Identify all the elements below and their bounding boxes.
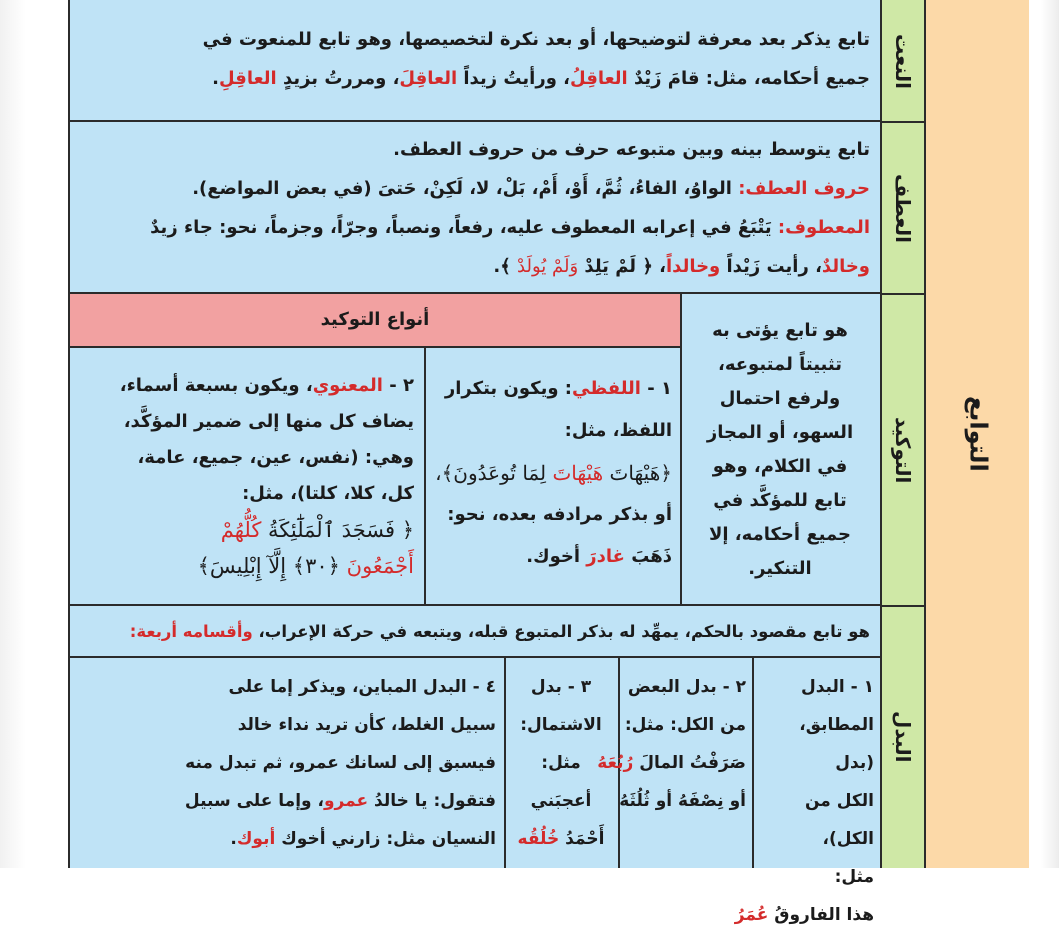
tawkeed-manawi: ٢ - المعنوي، ويكون بسبعة أسماء، يضاف كل منها إلى ضمير المؤكَّد، وهي: (نفس، عين، جميع، عامة، كل، كلا، كلتا)، مثل: ﴿ فَسَجَدَ ٱلْمَلَٰٓئِكَةُ كُلُّهُمْ أَجْمَعُونَ ﴿٣٠﴾ إِلَّآ إِبْلِيسَ﴾ <box>119 375 414 578</box>
tawabi-table <box>68 0 1029 925</box>
badal-type-1: ١ - البدل المطابق، (بدل الكل من الكل)، مثل: هذا الفاروقُ عُمَرُ <box>752 658 880 868</box>
atf-line-3: المعطوف: يَتْبَعُ في إعرابه المعطوف عليه، رفعاً، ونصباً، وجرّاً، وجزماً، نحو: جاء زيدٌ <box>150 217 870 238</box>
tawkeed-lafzi: ١ - اللفظي: ويكون بتكرار اللفظ، مثل: ﴿هَيْهَاتَ هَيْهَاتَ لِمَا تُوعَدُونَ﴾، أو بذكر مرادفه بعده، نحو: ذَهَبَ غادرَ أخوك. <box>435 378 672 567</box>
tawkeed-definition: هو تابع يؤتى به تثبيتاً لمتبوعه، ولرفع احتمال السهو، أو المجاز في الكلام، وهو تابع للمؤكَّد في جميع أحكامه، إلا التنكير. <box>706 320 854 579</box>
badal-intro-cell <box>68 606 880 658</box>
badal-label: البدل <box>891 711 915 763</box>
tawkeed-types-header-text: أنواع التوكيد <box>320 309 430 330</box>
badal-type-2: ٢ - بدل البعض من الكل: مثل: صَرَفْتُ المالَ رُبُعَهُ أو نِصْفَهُ أو ثُلُثَهُ <box>618 658 752 868</box>
tawkeed-label: التوكيد <box>891 416 915 484</box>
naat-label: النعت <box>891 33 915 89</box>
page-margin-right <box>1041 0 1059 868</box>
tawkeed-definition-cell <box>680 294 880 606</box>
tawkeed-lafzi-cell <box>424 348 680 606</box>
badal-type-3: ٣ - بدل الاشتمال: مثل: أعجبَني أَحْمَدُ خُلُقُه <box>504 658 618 868</box>
main-title-column <box>924 0 1029 868</box>
atf-definition <box>80 130 870 286</box>
naat-definition <box>80 20 870 98</box>
atf-label: العطف <box>891 173 915 243</box>
badal-intro: هو تابع مقصود بالحكم، يمهِّد له بذكر المتبوع قبله، ويتبعه في حركة الإعراب، وأقسامه أربعة: <box>129 622 870 641</box>
main-title: التوابع <box>964 396 993 472</box>
atf-line-4: وخالدٌ، رأيت زَيْداً وخالداً، ﴿ لَمْ يَلِدْ وَلَمْ يُولَدْ ﴾. <box>493 256 870 277</box>
naat-line-2: جميع أحكامه، مثل: قامَ زَيْدٌ العاقِلُ، ورأيتُ زيداً العاقِلَ، ومررتُ بزيدٍ العاقِلِ. <box>212 68 870 89</box>
atf-section <box>68 122 880 294</box>
badal-type-4: ٤ - البدل المباين، ويذكر إما على سبيل الغلط، كأن تريد نداء خالد فيسبق إلى لسانك عمرو، ثم تبدل منه فتقول: يا خالدُ عمرو، وإما على سبيل النسيان مثل: زارني أخوك أبوك. <box>184 677 496 849</box>
page-margin-left <box>0 0 26 868</box>
atf-line-2: حروف العطف: الواوُ، الفاءُ، ثُمَّ، أَوْ، أَمْ، بَلْ، لا، لَكِنْ، حَتىَ (في بعض المواضع). <box>192 178 870 199</box>
tawkeed-manawi-cell <box>68 348 424 606</box>
naat-line-1: تابع يذكر بعد معرفة لتوضيحها، أو بعد نكرة لتخصيصها، وهو تابع للمنعوت في <box>202 29 870 50</box>
tawkeed-types-header <box>68 294 680 348</box>
atf-line-1: تابع يتوسط بينه وبين متبوعه حرف من حروف العطف. <box>393 139 870 160</box>
naat-section <box>68 0 880 122</box>
